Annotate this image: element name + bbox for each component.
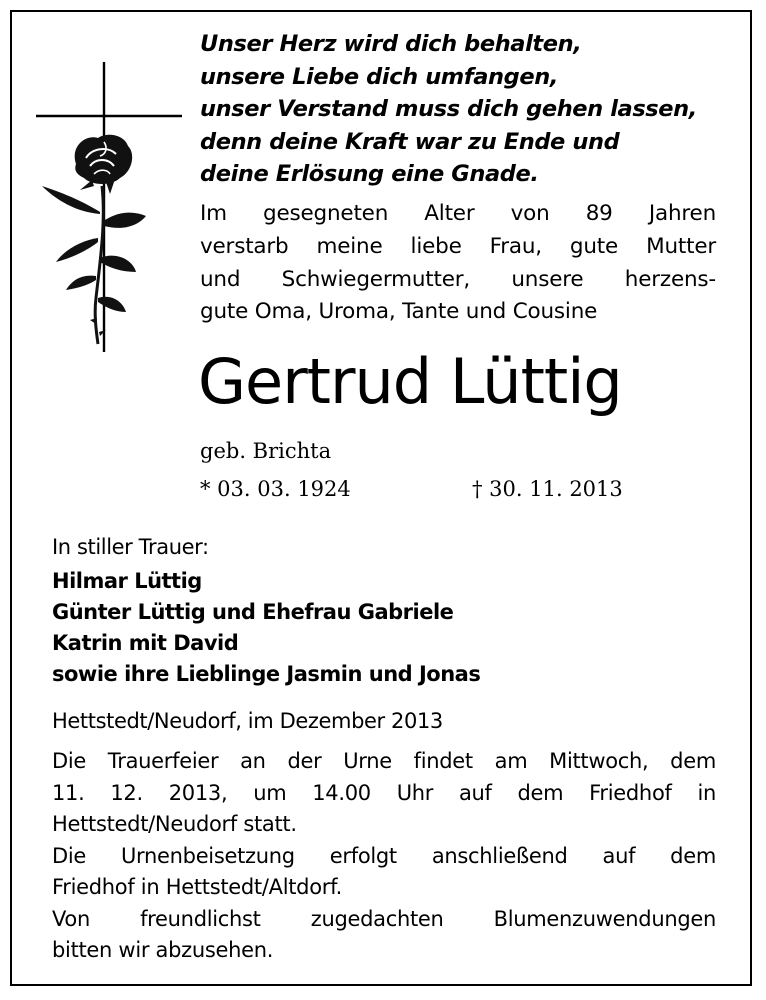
death-date: † 30. 11. 2013 (472, 477, 623, 501)
mourner-name: Hilmar Lüttig (52, 569, 202, 593)
notice-line: Die Trauerfeier an der Urne findet am Mittwoch, dem (52, 749, 716, 773)
mourner-name: Katrin mit David (52, 631, 239, 655)
notice-line: Von freundlichst zugedachten Blumenzuwendungen (52, 906, 716, 931)
cross-icon (36, 62, 182, 352)
intro-line: Im gesegneten Alter von 89 Jahren (200, 201, 716, 226)
birth-name: geb. Brichta (200, 439, 332, 463)
notice-line: 11. 12. 2013, um 14.00 Uhr auf dem Friedhof in (52, 780, 716, 805)
motto-line: Unser Herz wird dich behalten, (200, 31, 582, 57)
intro-line: verstarb meine liebe Frau, gute Mutter (200, 233, 716, 259)
funeral-notice (52, 746, 716, 967)
motto-line: unsere Liebe dich umfangen, (200, 63, 558, 90)
mourning-label: In stiller Trauer: (52, 535, 209, 559)
place-and-date: Hettstedt/Neudorf, im Dezember 2013 (52, 709, 443, 733)
mourners-list (52, 566, 480, 690)
cross-and-rose-motif (36, 62, 186, 352)
birth-date: * 03. 03. 1924 (200, 477, 351, 501)
rose-icon (42, 135, 146, 344)
motto-line: denn deine Kraft war zu Ende und (200, 128, 620, 155)
motto-verse (200, 28, 720, 191)
intro-line: gute Oma, Uroma, Tante und Cousine (200, 299, 598, 325)
notice-line: bitten wir abzusehen. (52, 938, 274, 962)
motto-line: deine Erlösung eine Gnade. (200, 161, 539, 187)
notice-line: Die Urnenbeisetzung erfolgt anschließend auf dem (52, 843, 716, 868)
death-announcement-text (200, 198, 716, 329)
motto-line: unser Verstand muss dich gehen lassen, (200, 96, 697, 122)
notice-line: Friedhof in Hettstedt/Altdorf. (52, 875, 343, 899)
intro-line: und Schwiegermutter, unsere herzens- (200, 266, 716, 292)
deceased-name: Gertrud Lüttig (198, 345, 622, 418)
mourner-name: sowie ihre Lieblinge Jasmin und Jonas (52, 662, 481, 686)
mourner-name: Günter Lüttig und Ehefrau Gabriele (52, 600, 454, 624)
notice-line: Hettstedt/Neudorf statt. (52, 812, 297, 836)
